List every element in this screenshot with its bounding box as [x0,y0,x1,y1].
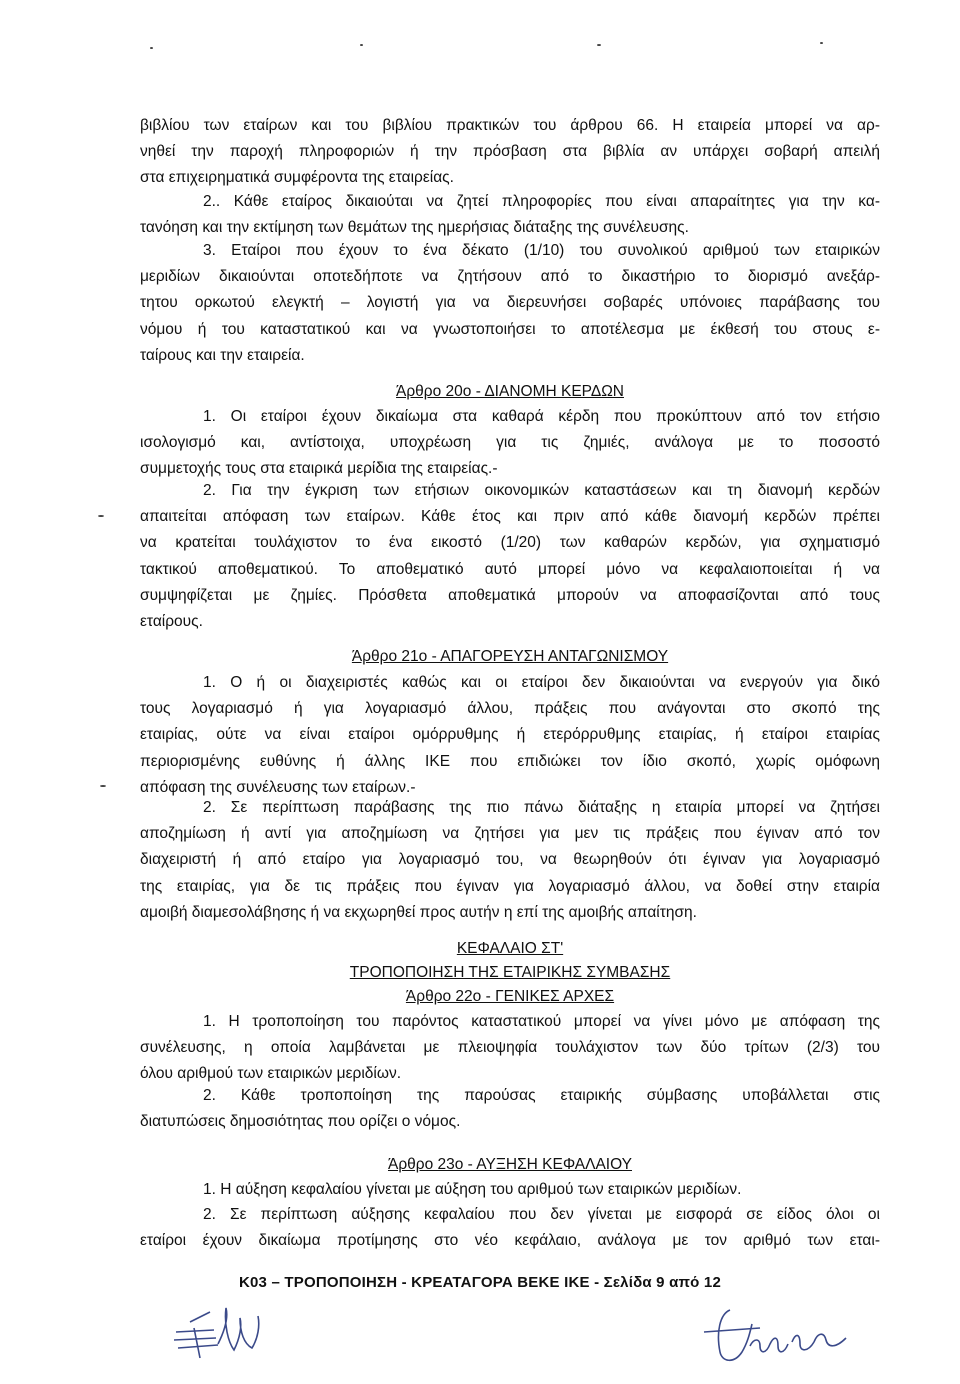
text-line: διαχειριστή ή από εταίρο για λογαριασμό του, να θεωρηθούν ότι έγιναν για λογαριασμό [140,851,880,869]
article-22-heading: Άρθρο 22ο - ΓΕΝΙΚΕΣ ΑΡΧΕΣ [405,988,615,1005]
text-line: μεριδίων δικαιούνται οποτεδήποτε να ζητήσουν από το δικαστήριο το διορισμό ανεξάρ- [140,268,880,286]
text-line: 2. Σε περίπτωση αύξησης κεφαλαίου που δεν γίνεται με εισφορά σε είδος όλοι οι [203,1206,880,1223]
article-21-heading: Άρθρο 21ο - ΑΠΑΓΟΡΕΥΣΗ ΑΝΤΑΓΩΝΙΣΜΟΥ [351,648,669,665]
article-22-para-1 [140,1009,880,1088]
text-line: όλου αριθμού των εταιρικών μεριδίων. [140,1065,402,1083]
article-21-para-1 [140,670,880,801]
article-23-para-1 [140,1177,880,1203]
signature-right [690,1302,850,1372]
text-line: 2. Για την έγκριση των ετήσιων οικονομικών καταστάσεων και τη διανομή κερδών [203,482,880,499]
text-line: νηθεί την παροχή πληροφοριών ή την πρόσβαση στα βιβλία αν υπάρχει σοβαρή απειλή [140,143,880,161]
signature-left [170,1298,280,1364]
text-line: να κρατείται τουλάχιστον το ένα εικοστό (1/20) των καθαρών κερδών, για σχηματισμό [140,534,880,552]
article-22-para-2 [140,1083,880,1135]
text-line: 1. Οι εταίροι έχουν δικαίωμα στα καθαρά κέρδη που προκύπτουν από τον ετήσιο [203,408,880,425]
text-line: της εταιρίας, για δε τις πράξεις που έγιναν για λογαριασμό άλλου, να δοθεί στην εταιρία [140,877,880,895]
text-line: 1. Ο ή οι διαχειριστές καθώς και οι εταίροι δεν δικαιούνται να ενεργούν για δικό [203,674,880,691]
text-line: αμοιβή διαμεσολάβησης ή να εκχωρηθεί προς αυτήν η επί της αμοιβής απαίτηση. [140,903,697,921]
text-line: ισολογισμό και, αντίστοιχα, υποχρέωση για τις ζημιές, ανάλογα με το ποσοστό [140,434,880,452]
text-line: τητου ορκωτού ελεγκτή – λογιστή για να διερευνήσει σοβαρές υπόνοιες παράβασης του [140,294,880,312]
text-line: απόφαση της συνέλευσης των εταίρων.- [140,778,416,796]
scan-speck [98,515,104,517]
text-line: τους λογαριασμό ή για λογαριασμό άλλου, πράξεις που ανάγονται στο σκοπό της [140,700,880,718]
text-line: στα επιχειρηματικά συμφέροντα της εταιρείας. [140,169,454,187]
text-line: περιορισμένης ευθύνης ή άλλης ΙΚΕ που επιδιώκει τον ίδιο σκοπό, χωρίς ομόφωνη [140,752,880,770]
text-line: συμψηφίζεται με ζημίες. Πρόσθετα αποθεματικά μπορούν να αποφασίζονται από τους [140,586,880,604]
text-line: συμμετοχής τους στα εταιρικά μερίδια της εταιρείας.- [140,460,498,478]
article-20-heading: Άρθρο 20ο - ΔΙΑΝΟΜΗ ΚΕΡΔΩΝ [396,383,624,400]
scan-speck [597,44,601,46]
text-line: εταιρίας, ούτε να είναι εταίροι ομόρρυθμης ή ετερόρρυθμης εταιρίας, ή εταίροι εταιρίας [140,726,880,744]
text-line: τακτικού αποθεματικού. Το αποθεματικό αυτό μπορεί μόνο να κεφαλαιοποιείται ή να [140,560,880,578]
text-line: 2. Σε περίπτωση παράβασης της πιο πάνω διάταξης η εταιρία μπορεί να ζητήσει [203,799,880,816]
paragraph-2 [140,189,880,241]
article-23-para-2 [140,1202,880,1254]
scan-speck [150,47,153,49]
article-20-para-1 [140,404,880,483]
intro-paragraph [140,113,880,192]
text-line: εταίροι έχουν δικαίωμα προτίμησης στο νέο κεφάλαιο, ανάλογα με τον αριθμό των εται- [140,1232,880,1250]
page-footer: Κ03 – ΤΡΟΠΟΠΟΙΗΣΗ - ΚΡΕΑΤΑΓΟΡΑ ΒΕΚΕ ΙΚΕ - Σελίδα 9 από 12 [238,1274,721,1291]
text-line: ταίρους και την εταιρεία. [140,346,305,364]
text-line: συνέλευσης, η οποία λαμβάνεται με πλειοψηφία τουλάχιστον των δύο τρίτων (2/3) του [140,1039,880,1057]
scan-speck [100,785,106,787]
chapter-heading: ΚΕΦΑΛΑΙΟ ΣΤ' [456,940,564,957]
text-line: 2.. Κάθε εταίρος δικαιούται να ζητεί πληροφορίες που είναι απαραίτητες για την κα- [203,193,880,210]
text-line: τανόηση και την εκτίμηση των θεμάτων της ημερήσιας διάταξης της συνέλευσης. [140,219,689,237]
text-line: εταίρους. [140,613,203,631]
paragraph-3 [140,238,880,369]
text-line: 1. Η τροποποίηση του παρόντος καταστατικού μπορεί να γίνει μόνο με απόφαση της [203,1013,880,1030]
article-23-heading: Άρθρο 23ο - ΑΥΞΗΣΗ ΚΕΦΑΛΑΙΟΥ [387,1156,632,1173]
article-20-para-2 [140,478,880,635]
scan-speck [820,42,823,44]
text-line: 1. Η αύξηση κεφαλαίου γίνεται με αύξηση του αριθμού των εταιρικών μεριδίων. [203,1181,742,1198]
text-line: αποζημίωση ή αντί για αποζημίωση να ζητήσει για μεν τις πράξεις που έγιναν από τον [140,825,880,843]
text-line: βιβλίου των εταίρων και του βιβλίου πρακτικών του άρθρου 66. Η εταιρεία μπορεί να αρ- [140,117,880,134]
chapter-subheading: ΤΡΟΠΟΠΟΙΗΣΗ ΤΗΣ ΕΤΑΙΡΙΚΗΣ ΣΥΜΒΑΣΗΣ [349,964,671,981]
text-line: απαιτείται απόφαση των εταίρων. Κάθε έτος και πριν από κάθε διανομή κερδών πρέπει [140,508,880,526]
text-line: 3. Εταίροι που έχουν το ένα δέκατο (1/10) του συνολικού αριθμού των εταιρικών [203,242,880,259]
article-21-para-2 [140,795,880,926]
text-line: 2. Κάθε τροποποίηση της παρούσας εταιρικής σύμβασης υποβάλλεται στις [203,1087,880,1104]
text-line: νόμου ή του καταστατικού και να γνωστοποιήσει το αποτέλεσμα με έκθεσή του στους ε- [140,320,880,338]
scan-speck [360,44,363,46]
text-line: διατυπώσεις δημοσιότητας που ορίζει ο νόμος. [140,1113,461,1131]
